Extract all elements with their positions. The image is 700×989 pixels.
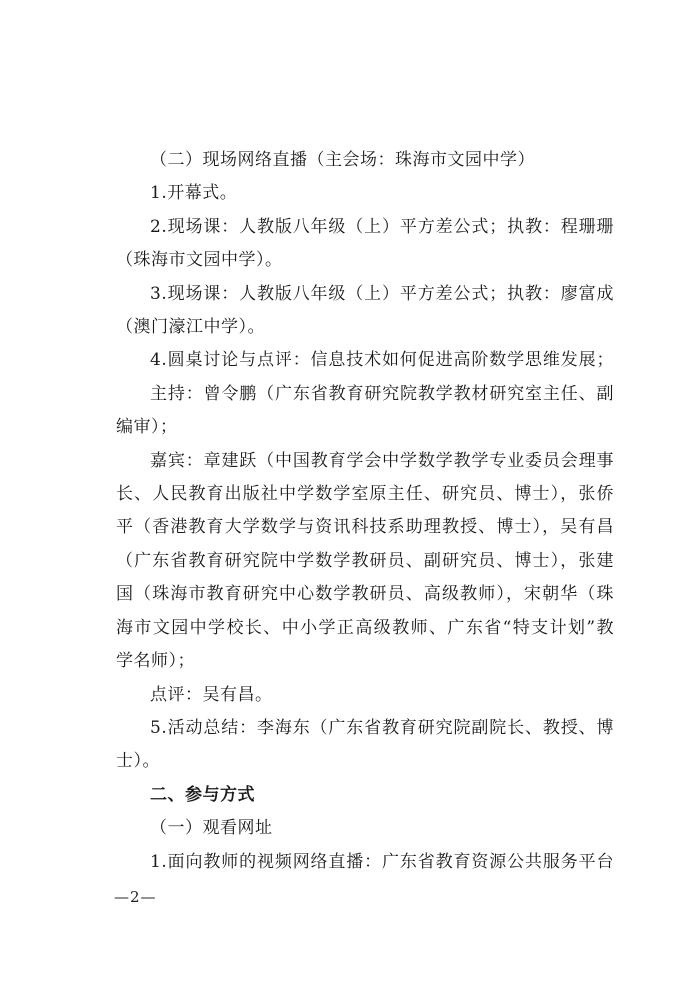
roundtable-guests-cont-6: 学名师）； xyxy=(116,651,195,672)
roundtable-host-cont: 编审）； xyxy=(116,417,178,438)
roundtable-guests-cont-1: 长、人民教育出版社中学数学室原主任、研究员、博士），张侨 xyxy=(116,484,614,505)
agenda-item-summary: 5.活动总结：李海东（广东省教育研究院副院长、教授、博 xyxy=(150,717,614,738)
roundtable-host: 主持：曾令鹏（广东省教育研究院教学教材研究室主任、副 xyxy=(150,383,614,404)
roundtable-guests-cont-2: 平（香港教育大学数学与资讯科技系助理教授、博士），吴有昌 xyxy=(116,517,614,538)
agenda-item-roundtable: 4.圆桌讨论与点评：信息技术如何促进高阶数学思维发展； xyxy=(150,350,614,371)
document-body xyxy=(116,144,614,879)
roundtable-guests-cont-4: 国（珠海市教育研究中心数学教研员、高级教师），宋朝华（珠 xyxy=(116,584,614,605)
agenda-item-live-class-2: 3.现场课：人教版八年级（上）平方差公式；执教：廖富成 xyxy=(150,283,614,304)
viewing-url-item-1: 1.面向教师的视频网络直播：广东省教育资源公共服务平台 xyxy=(150,851,614,872)
roundtable-guests: 嘉宾：章建跃（中国教育学会中学数学教学专业委员会理事 xyxy=(150,450,614,471)
section-subheading-viewing-url: （一）观看网址 xyxy=(150,818,273,839)
agenda-item-live-class-1: 2.现场课：人教版八年级（上）平方差公式；执教：程珊珊 xyxy=(150,216,614,237)
agenda-item-live-class-2-school: （澳门濠江中学）。 xyxy=(116,317,265,338)
agenda-item-live-class-1-school: （珠海市文园中学）。 xyxy=(116,250,283,271)
section-heading-participation: 二、参与方式 xyxy=(150,784,255,805)
roundtable-commentator: 点评：吴有昌。 xyxy=(150,684,273,705)
page-number: —2— xyxy=(114,888,157,906)
roundtable-guests-cont-5: 海市文园中学校长、中小学正高级教师、广东省“特支计划”教 xyxy=(116,617,614,638)
roundtable-guests-cont-3: （广东省教育研究院中学数学教研员、副研究员、博士），张建 xyxy=(116,550,614,571)
agenda-item-opening: 1.开幕式。 xyxy=(150,183,238,204)
section-subheading-live-broadcast: （二）现场网络直播（主会场：珠海市文园中学） xyxy=(150,150,535,170)
agenda-item-summary-cont: 士）。 xyxy=(116,751,160,772)
